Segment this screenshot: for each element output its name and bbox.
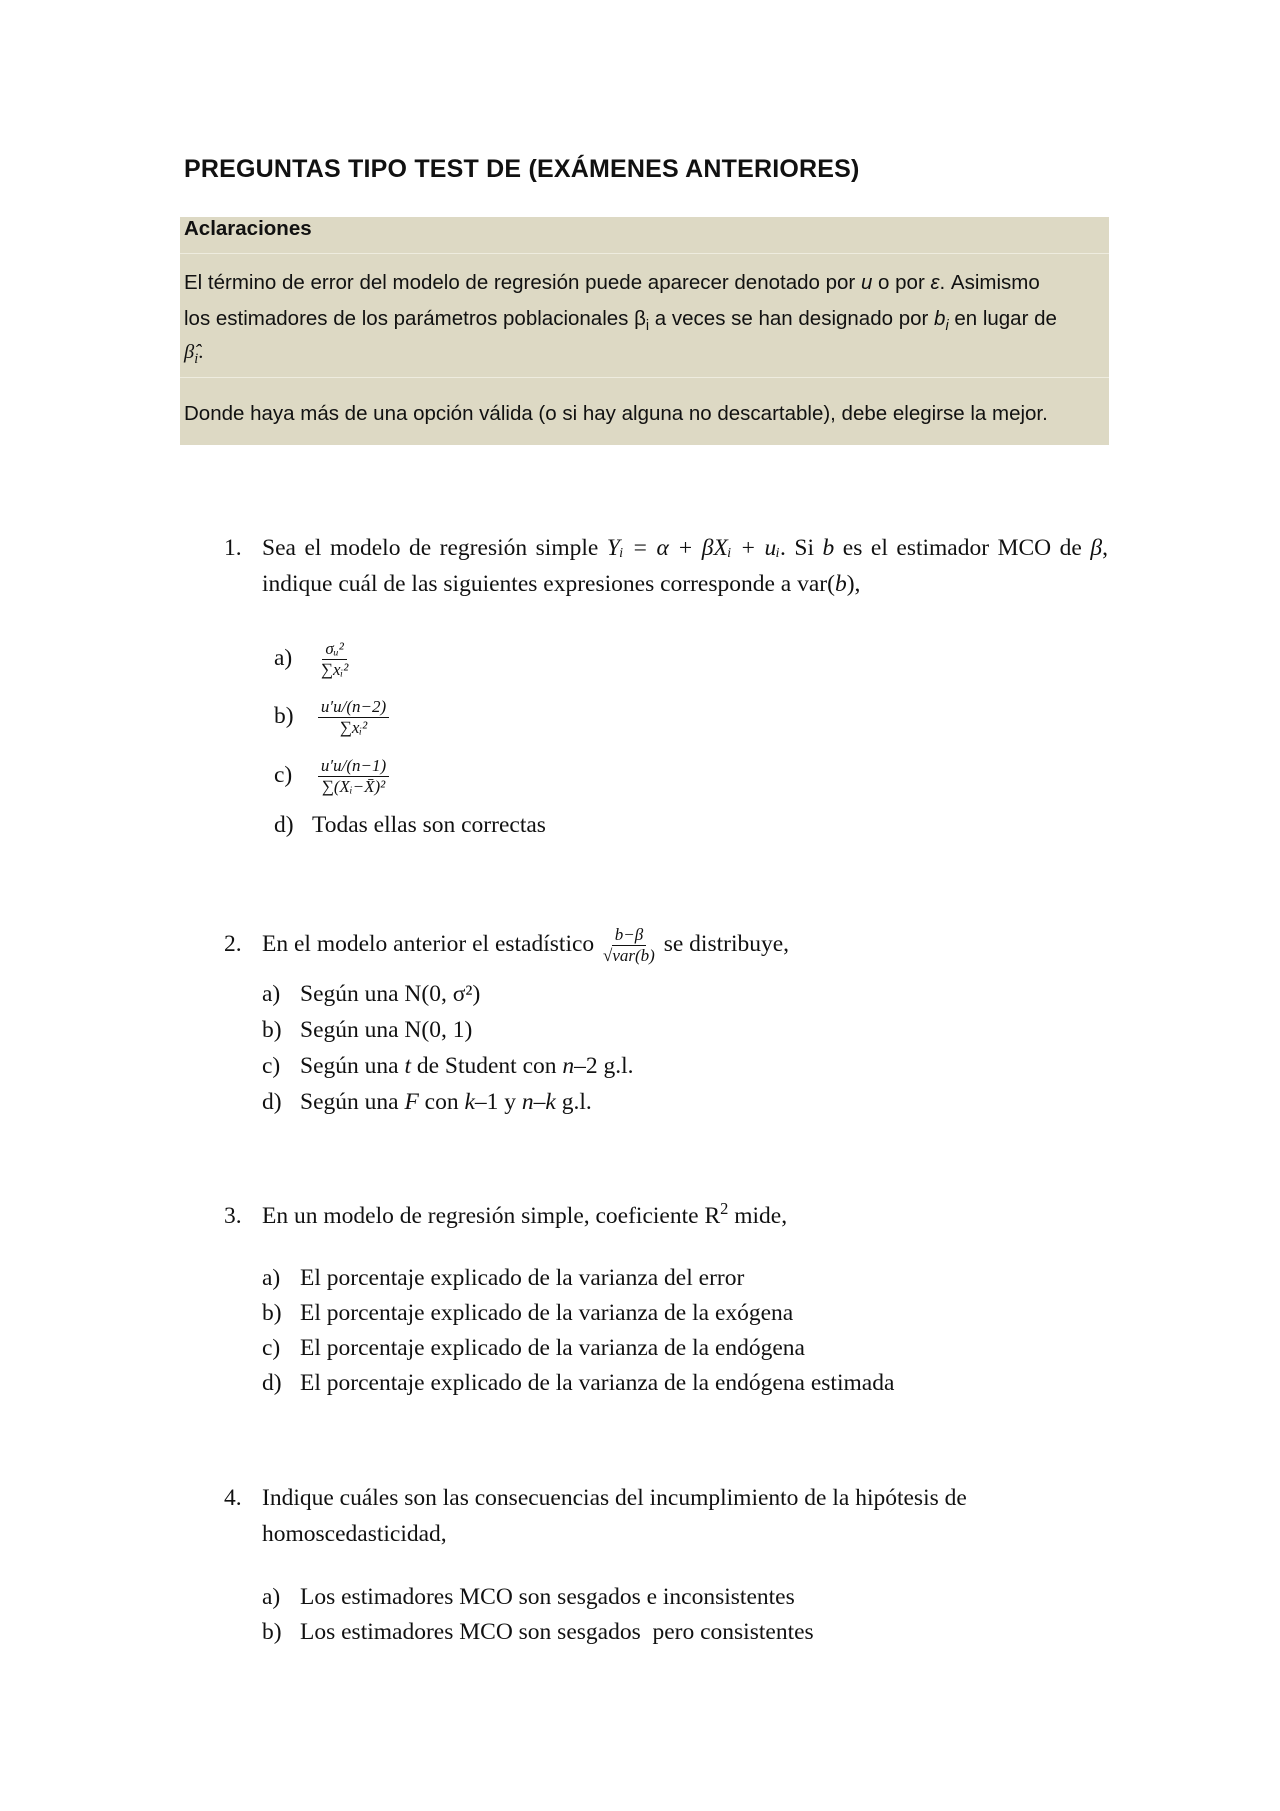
option-3b[interactable]: b) El porcentaje explicado de la varianza de la exógena xyxy=(262,1300,794,1326)
document-title: PREGUNTAS TIPO TEST DE (EXÁMENES ANTERIORES) xyxy=(184,155,860,183)
question-2 xyxy=(224,926,1108,965)
fraction: $\frac{b-\beta}{\text{√var(b)}}$ xyxy=(603,925,655,966)
question-text: En el modelo anterior el estadístico $\frac{b-\beta}{\text{√var(b)}}$ se distribuye, xyxy=(262,925,790,966)
fraction: $\frac{u'u/(n-2)}{\text{∑xᵢ²}}$ xyxy=(318,698,389,737)
clarification-line-1: El término de error del modelo de regresión puede aparecer denotado por u o por ε. Asimismo xyxy=(184,271,1040,294)
separator xyxy=(180,377,1109,378)
option-3c[interactable]: c) El porcentaje explicado de la varianza de la endógena xyxy=(262,1335,805,1361)
clarifications-heading: Aclaraciones xyxy=(184,217,312,240)
option-1c[interactable]: c) $\frac{u'u/(n-1)}{\text{∑(Xᵢ−X̄)²}}$ xyxy=(274,757,389,796)
option-2b[interactable]: b) Según una N(0, 1) xyxy=(262,1017,473,1043)
option-1b[interactable]: b) $\frac{u'u/(n-2)}{\text{∑xᵢ²}}$ xyxy=(274,698,389,737)
question-3 xyxy=(224,1198,1108,1234)
option-1a[interactable]: a) $\frac{\text{σᵤ²}}{\text{∑xᵢ²}}$ xyxy=(274,640,351,679)
question-4 xyxy=(224,1480,1108,1552)
option-3d[interactable]: d) El porcentaje explicado de la varianza de la endógena estimada xyxy=(262,1370,895,1396)
clarification-line-3: $\betâ_i$. xyxy=(184,341,204,368)
option-3a[interactable]: a) El porcentaje explicado de la varianza del error xyxy=(262,1265,745,1291)
option-4a[interactable]: a) Los estimadores MCO son sesgados e inconsistentes xyxy=(262,1584,795,1610)
option-2d[interactable]: d) Según una F con k–1 y n–k g.l. xyxy=(262,1089,592,1115)
question-1 xyxy=(224,530,1108,602)
option-2a[interactable]: a) Según una N(0, σ²) xyxy=(262,981,481,1007)
option-1d[interactable]: d) Todas ellas son correctas xyxy=(274,812,546,838)
question-number: 3. xyxy=(224,1203,242,1229)
option-4b[interactable]: b) Los estimadores MCO son sesgados pero consistentes xyxy=(262,1619,814,1645)
question-text: Sea el modelo de regresión simple Yᵢ = α + βXᵢ + uᵢ. Si b es el estimador MCO de β, indique cuál de las siguientes expresiones corresponde a var(b), xyxy=(262,535,1108,597)
question-number: 1. xyxy=(224,535,242,561)
clarification-line-4: Donde haya más de una opción válida (o si hay alguna no descartable), debe elegirse la mejor. xyxy=(184,402,1048,425)
question-number: 4. xyxy=(224,1485,242,1511)
fraction: $\frac{\text{σᵤ²}}{\text{∑xᵢ²}}$ xyxy=(320,639,349,679)
question-text: Indique cuáles son las consecuencias del incumplimiento de la hipótesis de homoscedasticidad, xyxy=(262,1485,967,1547)
option-2c[interactable]: c) Según una t de Student con n–2 g.l. xyxy=(262,1053,634,1079)
clarifications-box xyxy=(180,217,1109,445)
separator xyxy=(180,253,1109,254)
fraction: $\frac{u'u/(n-1)}{\text{∑(Xᵢ−X̄)²}}$ xyxy=(318,757,389,796)
question-text: En un modelo de regresión simple, coeficiente $R^2$ mide, xyxy=(262,1199,788,1229)
clarification-line-2: los estimadores de los parámetros poblacionales $\beta_i$ a veces se han designado por $b_i$ en lugar de xyxy=(184,307,1057,335)
question-number: 2. xyxy=(224,931,242,957)
